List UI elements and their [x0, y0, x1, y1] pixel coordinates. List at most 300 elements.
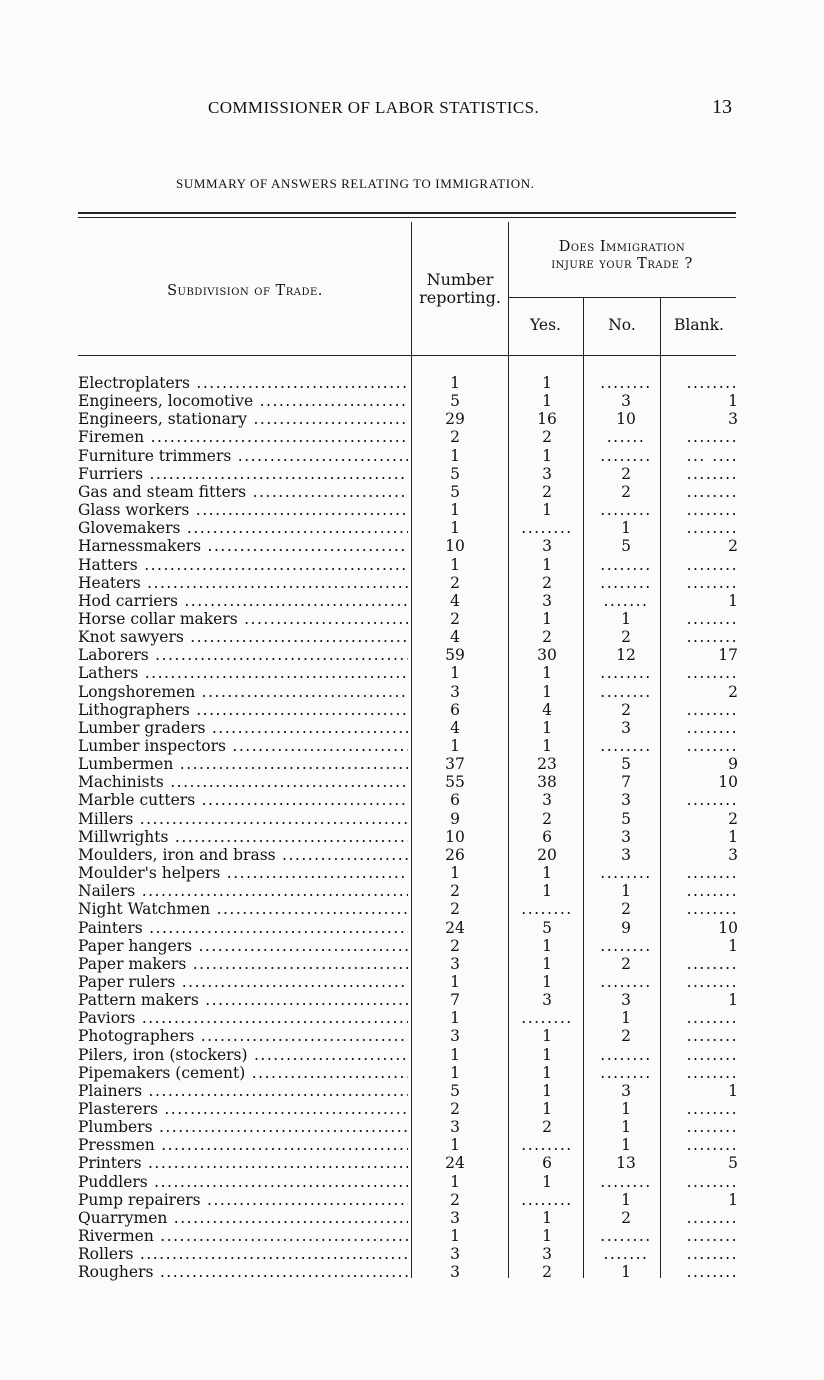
- table-row: [78, 882, 738, 900]
- blank-cell: ........: [686, 1118, 738, 1137]
- yes-cell: 2: [542, 1118, 552, 1137]
- table-row: [78, 683, 738, 701]
- trade-name: Pump repairers .....: [78, 1191, 408, 1209]
- table-row: [78, 755, 738, 773]
- no-cell: 5: [621, 537, 631, 556]
- table-row: [78, 537, 738, 555]
- trade-name: Pipemakers (cement) .....: [78, 1064, 408, 1082]
- blank-cell: ........: [686, 428, 738, 447]
- table-title: SUMMARY OF ANSWERS RELATING TO IMMIGRATION.: [176, 176, 535, 191]
- table-row: [78, 1209, 738, 1227]
- trade-name: Laborers .....: [78, 646, 408, 664]
- no-cell: ........: [600, 664, 652, 683]
- trade-name: Puddlers .....: [78, 1173, 408, 1191]
- number-reporting-cell: 5: [450, 1081, 460, 1100]
- blank-cell: 1: [728, 991, 738, 1010]
- table-row: [78, 846, 738, 864]
- number-reporting-cell: 1: [450, 1136, 460, 1155]
- no-cell: ........: [600, 1172, 652, 1191]
- number-reporting-cell: 10: [445, 537, 465, 556]
- table-row: [78, 828, 738, 846]
- table-row: [78, 937, 738, 955]
- blank-cell: ........: [686, 464, 738, 483]
- blank-cell: ........: [686, 1009, 738, 1028]
- table-row: [78, 1154, 738, 1172]
- no-cell: 1: [621, 519, 631, 538]
- no-cell: 3: [621, 392, 631, 411]
- blank-cell: ........: [686, 1227, 738, 1246]
- yes-cell: 1: [542, 609, 552, 628]
- blank-cell: ........: [686, 1172, 738, 1191]
- blank-cell: ........: [686, 664, 738, 683]
- yes-cell: 1: [542, 1227, 552, 1246]
- table-row: [78, 664, 738, 682]
- trade-name: Photographers .....: [78, 1027, 408, 1045]
- yes-cell: 1: [542, 882, 552, 901]
- trade-name: Plainers .....: [78, 1082, 408, 1100]
- number-reporting-cell: 2: [450, 882, 460, 901]
- yes-cell: 1: [542, 954, 552, 973]
- yes-cell: 1: [542, 374, 552, 392]
- table-row: [78, 1100, 738, 1118]
- table-row: [78, 483, 738, 501]
- no-cell: 5: [621, 809, 631, 828]
- blank-cell: ........: [686, 374, 738, 392]
- trade-name: Lumber inspectors .....: [78, 737, 408, 755]
- trade-name: Millers .....: [78, 810, 408, 828]
- no-cell: 10: [616, 410, 636, 429]
- trade-name: Night Watchmen .....: [78, 900, 408, 918]
- blank-cell: 3: [728, 410, 738, 429]
- table-row: [78, 719, 738, 737]
- yes-cell: 6: [542, 827, 552, 846]
- yes-cell: 3: [542, 464, 552, 483]
- trade-name: Lumbermen .....: [78, 755, 408, 773]
- blank-cell: ........: [686, 1027, 738, 1046]
- table-row: [78, 1082, 738, 1100]
- blank-cell: 2: [728, 537, 738, 556]
- no-cell: 9: [621, 918, 631, 937]
- trade-name: Rivermen .....: [78, 1227, 408, 1245]
- no-cell: ........: [600, 555, 652, 574]
- no-cell: 12: [616, 646, 636, 665]
- trade-name: Plumbers .....: [78, 1118, 408, 1136]
- trade-name: Glass workers .....: [78, 501, 408, 519]
- yes-cell: 2: [542, 628, 552, 647]
- number-reporting-cell: 29: [445, 410, 465, 429]
- table-row: [78, 1136, 738, 1154]
- number-reporting-cell: 1: [450, 1063, 460, 1082]
- no-cell: ........: [600, 737, 652, 755]
- trade-name: Moulder's helpers .....: [78, 864, 408, 882]
- no-cell: ........: [600, 374, 652, 392]
- number-reporting-cell: 37: [445, 755, 465, 774]
- no-cell: 2: [621, 1208, 631, 1227]
- no-cell: ........: [600, 972, 652, 991]
- table-row: [78, 628, 738, 646]
- blank-cell: ........: [686, 609, 738, 628]
- blank-cell: ........: [686, 972, 738, 991]
- yes-cell: ........: [521, 519, 573, 538]
- number-header-line2: reporting.: [419, 288, 501, 308]
- yes-cell: 1: [542, 555, 552, 574]
- trade-name: Paper hangers .....: [78, 937, 408, 955]
- table-row: [78, 410, 738, 428]
- trade-name: Millwrights .....: [78, 828, 408, 846]
- table-row: [78, 392, 738, 410]
- no-cell: 3: [621, 1081, 631, 1100]
- yes-cell: ........: [521, 1136, 573, 1155]
- number-reporting-cell: 6: [450, 791, 460, 810]
- no-cell: 2: [621, 900, 631, 919]
- yes-cell: 1: [542, 718, 552, 737]
- blank-cell: ........: [686, 954, 738, 973]
- no-cell: 1: [621, 1100, 631, 1118]
- number-reporting-cell: 1: [450, 737, 460, 755]
- blank-cell: 5: [728, 1154, 738, 1173]
- number-reporting-cell: 3: [450, 1027, 460, 1046]
- number-reporting-cell: 55: [445, 773, 465, 792]
- blank-cell: 1: [728, 827, 738, 846]
- trade-name: Paper makers .....: [78, 955, 408, 973]
- table-row: [78, 919, 738, 937]
- table-row: [78, 1027, 738, 1045]
- table-row: [78, 955, 738, 973]
- yes-cell: 5: [542, 918, 552, 937]
- table-row: [78, 991, 738, 1009]
- trade-name: Quarrymen .....: [78, 1209, 408, 1227]
- blank-cell: ........: [686, 718, 738, 737]
- table-row: [78, 1009, 738, 1027]
- yes-cell: 38: [537, 773, 557, 792]
- yes-cell: 1: [542, 864, 552, 883]
- blank-cell: 1: [728, 936, 738, 955]
- number-reporting-cell: 2: [450, 428, 460, 447]
- table-row: [78, 556, 738, 574]
- number-reporting-cell: 2: [450, 1190, 460, 1209]
- number-reporting-cell: 3: [450, 1263, 460, 1282]
- blank-cell: ... ....: [686, 446, 738, 465]
- trade-name: Plasterers .....: [78, 1100, 408, 1118]
- question-line1: Does Immigration: [558, 239, 686, 255]
- trade-name: Longshoremen .....: [78, 683, 408, 701]
- blank-cell: ........: [686, 501, 738, 520]
- yes-cell: ........: [521, 1190, 573, 1209]
- table-row: [78, 1227, 738, 1245]
- table-row: [78, 574, 738, 592]
- yes-cell: 1: [542, 392, 552, 411]
- no-cell: 1: [621, 1263, 631, 1282]
- number-header-line1: Number: [426, 270, 494, 289]
- yes-cell: 2: [542, 809, 552, 828]
- no-cell: 3: [621, 791, 631, 810]
- number-reporting-cell: 3: [450, 682, 460, 701]
- table-row: [78, 428, 738, 446]
- trade-name: Pattern makers .....: [78, 991, 408, 1009]
- page-number: 13: [712, 96, 732, 118]
- yes-cell: 3: [542, 991, 552, 1010]
- trade-name: Paper rulers .....: [78, 973, 408, 991]
- no-header: No.: [608, 316, 636, 334]
- number-reporting-cell: 4: [450, 718, 460, 737]
- no-cell: 1: [621, 1190, 631, 1209]
- blank-cell: 1: [728, 591, 738, 610]
- no-cell: 2: [621, 464, 631, 483]
- number-reporting-cell: 1: [450, 664, 460, 683]
- number-reporting-cell: 2: [450, 1100, 460, 1118]
- number-reporting-cell: 6: [450, 700, 460, 719]
- no-cell: 2: [621, 700, 631, 719]
- number-reporting-cell: 1: [450, 501, 460, 520]
- trade-name: Rollers .....: [78, 1245, 408, 1263]
- table-row: [78, 1191, 738, 1209]
- yes-header: Yes.: [530, 316, 561, 334]
- blank-cell: ........: [686, 700, 738, 719]
- trade-name: Horse collar makers .....: [78, 610, 408, 628]
- blank-cell: ........: [686, 519, 738, 538]
- yes-cell: 20: [537, 845, 557, 864]
- number-reporting-cell: 3: [450, 1208, 460, 1227]
- yes-cell: 1: [542, 1100, 552, 1118]
- table-row: [78, 1173, 738, 1191]
- trade-name: Machinists .....: [78, 773, 408, 791]
- blank-cell: ........: [686, 1263, 738, 1282]
- blank-cell: ........: [686, 482, 738, 501]
- yes-cell: 2: [542, 428, 552, 447]
- table-row: [78, 592, 738, 610]
- no-cell: ........: [600, 446, 652, 465]
- number-reporting-cell: 10: [445, 827, 465, 846]
- table-row: [78, 519, 738, 537]
- number-reporting-cell: 5: [450, 392, 460, 411]
- blank-cell: ........: [686, 1045, 738, 1064]
- header-bottom-rule: [78, 355, 736, 356]
- no-cell: ........: [600, 682, 652, 701]
- table-row: [78, 973, 738, 991]
- yes-cell: 30: [537, 646, 557, 665]
- yes-cell: 23: [537, 755, 557, 774]
- number-reporting-cell: 1: [450, 864, 460, 883]
- yes-cell: 3: [542, 537, 552, 556]
- subdivision-header: Subdivision of Trade.: [167, 283, 323, 299]
- number-reporting-cell: 4: [450, 628, 460, 647]
- trade-name: Moulders, iron and brass .....: [78, 846, 408, 864]
- yes-cell: 4: [542, 700, 552, 719]
- number-reporting-cell: 3: [450, 1118, 460, 1137]
- trade-name: Electroplaters .....: [78, 374, 408, 392]
- trade-name: Heaters .....: [78, 574, 408, 592]
- trade-name: Knot sawyers .....: [78, 628, 408, 646]
- blank-cell: ........: [686, 882, 738, 901]
- table-row: [78, 791, 738, 809]
- no-cell: 3: [621, 845, 631, 864]
- immigration-question-header: [508, 239, 736, 272]
- number-reporting-cell: 1: [450, 446, 460, 465]
- running-head-title: COMMISSIONER OF LABOR STATISTICS.: [208, 98, 540, 117]
- number-reporting-cell: 1: [450, 1045, 460, 1064]
- blank-cell: ........: [686, 1063, 738, 1082]
- blank-cell: ........: [686, 900, 738, 919]
- blank-cell: 9: [728, 755, 738, 774]
- trade-name: Furriers .....: [78, 465, 408, 483]
- trade-name: Engineers, locomotive .....: [78, 392, 408, 410]
- number-reporting-cell: 2: [450, 609, 460, 628]
- trade-name: Marble cutters .....: [78, 791, 408, 809]
- table-row: [78, 737, 738, 755]
- no-cell: 2: [621, 482, 631, 501]
- table-row: [78, 1064, 738, 1082]
- blank-cell: ........: [686, 555, 738, 574]
- number-reporting-cell: 3: [450, 1245, 460, 1264]
- trade-name: Painters .....: [78, 919, 408, 937]
- number-reporting-cell: 2: [450, 573, 460, 592]
- no-cell: .......: [603, 591, 649, 610]
- number-reporting-cell: 3: [450, 954, 460, 973]
- number-reporting-cell: 1: [450, 555, 460, 574]
- yes-cell: 1: [542, 446, 552, 465]
- number-reporting-cell: 26: [445, 845, 465, 864]
- blank-cell: 10: [718, 773, 738, 792]
- number-reporting-cell: 24: [445, 1154, 465, 1173]
- trade-name: Furniture trimmers .....: [78, 447, 408, 465]
- number-reporting-header: [412, 271, 508, 308]
- trade-name: Engineers, stationary .....: [78, 410, 408, 428]
- blank-cell: ........: [686, 1136, 738, 1155]
- number-reporting-cell: 7: [450, 991, 460, 1010]
- number-reporting-cell: 1: [450, 374, 460, 392]
- yes-cell: 1: [542, 501, 552, 520]
- trade-name: Harnessmakers .....: [78, 537, 408, 555]
- blank-cell: ........: [686, 573, 738, 592]
- number-reporting-cell: 2: [450, 900, 460, 919]
- yes-cell: 2: [542, 482, 552, 501]
- table-row: [78, 1118, 738, 1136]
- no-cell: .......: [603, 1245, 649, 1264]
- no-cell: ........: [600, 573, 652, 592]
- yes-cell: 1: [542, 682, 552, 701]
- number-reporting-cell: 5: [450, 464, 460, 483]
- question-line2: injure your Trade ?: [551, 255, 693, 272]
- table-row: [78, 1046, 738, 1064]
- no-cell: 1: [621, 609, 631, 628]
- yes-cell: 3: [542, 1245, 552, 1264]
- yes-cell: 1: [542, 1081, 552, 1100]
- trade-name: Paviors .....: [78, 1009, 408, 1027]
- trade-name: Gas and steam fitters .....: [78, 483, 408, 501]
- number-reporting-cell: 5: [450, 482, 460, 501]
- blank-cell: 1: [728, 1190, 738, 1209]
- table-top-rule-thin: [78, 217, 736, 218]
- trade-name: Roughers .....: [78, 1263, 408, 1281]
- number-reporting-cell: 24: [445, 918, 465, 937]
- trade-name: Lumber graders .....: [78, 719, 408, 737]
- trade-name: Lithographers .....: [78, 701, 408, 719]
- blank-header: Blank.: [674, 316, 724, 334]
- yes-cell: 1: [542, 1208, 552, 1227]
- yes-cell: 3: [542, 791, 552, 810]
- blank-cell: ........: [686, 628, 738, 647]
- trade-name: Hod carriers .....: [78, 592, 408, 610]
- table-top-rule: [78, 212, 736, 214]
- yes-cell: 1: [542, 972, 552, 991]
- trade-name: Pressmen .....: [78, 1136, 408, 1154]
- question-underline-rule: [508, 297, 736, 298]
- table-row: [78, 447, 738, 465]
- yes-cell: 2: [542, 573, 552, 592]
- number-reporting-cell: 4: [450, 591, 460, 610]
- no-cell: ......: [606, 428, 646, 447]
- blank-cell: ........: [686, 791, 738, 810]
- no-cell: ........: [600, 864, 652, 883]
- table-row: [78, 646, 738, 664]
- table-row: [78, 1263, 738, 1281]
- trade-name: Nailers .....: [78, 882, 408, 900]
- no-cell: 3: [621, 991, 631, 1010]
- table-row: [78, 501, 738, 519]
- blank-cell: ........: [686, 864, 738, 883]
- yes-cell: ........: [521, 900, 573, 919]
- yes-cell: 1: [542, 1045, 552, 1064]
- number-reporting-cell: 1: [450, 1172, 460, 1191]
- no-cell: 1: [621, 1136, 631, 1155]
- yes-cell: 6: [542, 1154, 552, 1173]
- table-row: [78, 465, 738, 483]
- table-row: [78, 810, 738, 828]
- no-cell: 7: [621, 773, 631, 792]
- no-cell: 1: [621, 882, 631, 901]
- number-reporting-cell: 1: [450, 1227, 460, 1246]
- yes-cell: 1: [542, 1063, 552, 1082]
- blank-cell: 3: [728, 845, 738, 864]
- yes-cell: ........: [521, 1009, 573, 1028]
- trade-name: Printers .....: [78, 1154, 408, 1172]
- blank-cell: 10: [718, 918, 738, 937]
- no-cell: 13: [616, 1154, 636, 1173]
- trade-name: Glovemakers .....: [78, 519, 408, 537]
- blank-cell: 2: [728, 809, 738, 828]
- blank-cell: ........: [686, 737, 738, 755]
- blank-cell: ........: [686, 1245, 738, 1264]
- number-reporting-cell: 1: [450, 972, 460, 991]
- blank-cell: ........: [686, 1208, 738, 1227]
- blank-cell: ........: [686, 1100, 738, 1118]
- yes-cell: 1: [542, 1172, 552, 1191]
- blank-cell: 1: [728, 392, 738, 411]
- table-row: [78, 374, 738, 392]
- no-cell: ........: [600, 1063, 652, 1082]
- table-row: [78, 773, 738, 791]
- no-cell: ........: [600, 936, 652, 955]
- blank-cell: 17: [718, 646, 738, 665]
- table-row: [78, 900, 738, 918]
- blank-cell: 1: [728, 1081, 738, 1100]
- no-cell: 2: [621, 628, 631, 647]
- yes-cell: 1: [542, 936, 552, 955]
- number-reporting-cell: 1: [450, 519, 460, 538]
- no-cell: 1: [621, 1118, 631, 1137]
- no-cell: 2: [621, 954, 631, 973]
- table-row: [78, 701, 738, 719]
- number-reporting-cell: 1: [450, 1009, 460, 1028]
- blank-cell: 2: [728, 682, 738, 701]
- yes-cell: 3: [542, 591, 552, 610]
- yes-cell: 1: [542, 664, 552, 683]
- table-row: [78, 610, 738, 628]
- number-reporting-cell: 9: [450, 809, 460, 828]
- trade-name: Lathers .....: [78, 664, 408, 682]
- yes-cell: 16: [537, 410, 557, 429]
- no-cell: 1: [621, 1009, 631, 1028]
